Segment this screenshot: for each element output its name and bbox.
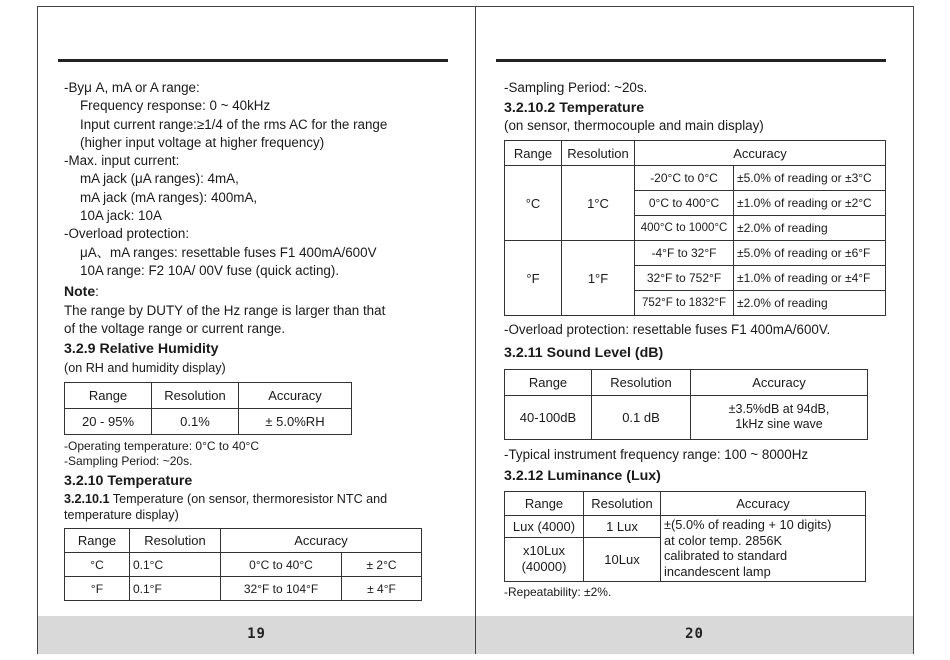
temp-sub-text: Temperature (on sensor, thermoresistor NTC and — [109, 492, 388, 507]
temp-sub-number: 3.2.10.1 — [64, 492, 110, 507]
lux-accuracy-line: incandescent lamp — [664, 563, 771, 579]
note-label: Note — [64, 283, 96, 300]
temp-range: 32°F to 752°F — [635, 266, 734, 291]
lux-range: Lux (4000) — [505, 515, 584, 537]
temp-range: -4°F to 32°F — [635, 241, 734, 266]
temp-unit: °F — [65, 577, 130, 601]
lux-accuracy — [661, 515, 866, 581]
lux-range-line: (40000) — [521, 559, 567, 575]
lux-accuracy-line: calibrated to standard — [664, 548, 788, 564]
temp-accuracy: ±1.0% of reading or ±2°C — [734, 191, 886, 216]
temp-accuracy: ±5.0% of reading or ±6°F — [734, 241, 886, 266]
temp-accuracy: ± 4°F — [342, 577, 422, 601]
lux-resolution: 1 Lux — [584, 515, 661, 537]
rh-table — [64, 382, 352, 435]
lux-table — [504, 491, 866, 582]
temp-resolution: 0.1°F — [130, 577, 221, 601]
sound-range: 40-100dB — [505, 395, 592, 439]
sound-accuracy — [691, 395, 868, 439]
header-accuracy: Accuracy — [221, 529, 422, 553]
note-line: The range by DUTY of the Hz range is larger than that — [64, 302, 386, 318]
temp2-heading: 3.2.10.2 Temperature — [504, 100, 645, 117]
header-range: Range — [505, 369, 592, 395]
temp-heading: 3.2.10 Temperature — [64, 473, 193, 490]
temp-sub — [64, 491, 465, 507]
page-footer — [476, 616, 913, 654]
temp-accuracy: ± 2°C — [342, 553, 422, 577]
temp-accuracy: ±5.0% of reading or ±3°C — [734, 166, 886, 191]
sound-heading: 3.2.11 Sound Level (dB) — [504, 344, 664, 361]
text-line: Frequency response: 0 ~ 40kHz — [80, 98, 271, 114]
page-19 — [38, 6, 475, 654]
rh-subtitle: (on RH and humidity display) — [64, 361, 226, 376]
page-20 — [476, 6, 913, 654]
temp-sub-line2: temperature display) — [64, 508, 179, 523]
repeatability-note: -Repeatability: ±2%. — [504, 584, 612, 599]
temp2-subtitle: (on sensor, thermocouple and main display) — [504, 118, 764, 134]
lux-resolution: 10Lux — [584, 537, 661, 581]
left-content — [64, 79, 465, 601]
text-line: mA jack (μA ranges): 4mA, — [80, 171, 239, 187]
note-line: of the voltage range or current range. — [64, 320, 286, 336]
sound-table — [504, 369, 868, 440]
rh-range: 20 - 95% — [65, 409, 152, 435]
text-line: -Max. input current: — [64, 153, 180, 169]
note-colon: : — [95, 284, 99, 300]
header-range: Range — [505, 141, 562, 166]
text-line: -Overload protection: — [64, 226, 190, 242]
temp-accuracy: ±1.0% of reading or ±4°F — [734, 266, 886, 291]
sound-resolution: 0.1 dB — [592, 395, 691, 439]
temp-resolution: 0.1°C — [130, 553, 221, 577]
celsius-resolution: 1°C — [562, 166, 635, 241]
overload-note: -Overload protection: resettable fuses F1 400mA/600V. — [504, 322, 831, 338]
temp-range: 752°F to 1832°F — [635, 291, 734, 316]
fahrenheit-unit: °F — [505, 241, 562, 316]
text-line: mA jack (mA ranges): 400mA, — [80, 189, 258, 205]
temp-accuracy: ±2.0% of reading — [734, 216, 886, 241]
rh-heading: 3.2.9 Relative Humidity — [64, 341, 219, 358]
header-resolution: Resolution — [592, 369, 691, 395]
temp-range: 400°C to 1000°C — [635, 216, 734, 241]
page-footer — [38, 616, 475, 654]
lux-accuracy-line: at color temp. 2856K — [664, 532, 783, 548]
header-accuracy: Accuracy — [239, 383, 352, 409]
text-line: μA、mA ranges: resettable fuses F1 400mA/600V — [80, 244, 377, 260]
temp-accuracy: ±2.0% of reading — [734, 291, 886, 316]
header-rule — [58, 59, 448, 62]
temp-range: 0°C to 400°C — [635, 191, 734, 216]
sound-accuracy-line: 1kHz sine wave — [735, 417, 823, 432]
rh-note: -Operating temperature: 0°C to 40°C — [64, 439, 260, 454]
header-range: Range — [65, 529, 130, 553]
header-resolution: Resolution — [152, 383, 239, 409]
header-range: Range — [65, 383, 152, 409]
text-line: -Byμ A, mA or A range: — [64, 80, 200, 95]
fahrenheit-resolution: 1°F — [562, 241, 635, 316]
page-number: 19 — [247, 626, 266, 642]
temp-unit: °C — [65, 553, 130, 577]
temp-range: 0°C to 40°C — [221, 553, 342, 577]
note-heading — [64, 282, 465, 301]
text-line: (higher input voltage at higher frequency) — [80, 134, 325, 150]
thermocouple-table — [504, 140, 886, 316]
text-line: 10A range: F2 10A/ 00V fuse (quick acting). — [80, 262, 340, 278]
rh-resolution: 0.1% — [152, 409, 239, 435]
rh-accuracy: ± 5.0%RH — [239, 409, 352, 435]
header-accuracy: Accuracy — [691, 369, 868, 395]
celsius-unit: °C — [505, 166, 562, 241]
header-rule — [496, 59, 886, 62]
sound-accuracy-line: ±3.5%dB at 94dB, — [728, 402, 830, 417]
lux-accuracy-line: ±(5.0% of reading + 10 digits) — [664, 517, 832, 533]
lux-range-line: x10Lux — [523, 543, 565, 559]
rh-note: -Sampling Period: ~20s. — [64, 454, 193, 469]
header-resolution: Resolution — [130, 529, 221, 553]
temp-ntc-table — [64, 528, 422, 601]
header-accuracy: Accuracy — [661, 491, 866, 515]
lux-heading: 3.2.12 Luminance (Lux) — [504, 467, 661, 484]
temp-range: 32°F to 104°F — [221, 577, 342, 601]
text-line: Input current range:≥1/4 of the rms AC for the range — [80, 116, 388, 132]
lux-range — [505, 537, 584, 581]
temp-range: -20°C to 0°C — [635, 166, 734, 191]
header-resolution: Resolution — [562, 141, 635, 166]
text-line: 10A jack: 10A — [80, 208, 162, 224]
header-accuracy: Accuracy — [635, 141, 886, 166]
header-resolution: Resolution — [584, 491, 661, 515]
header-range: Range — [505, 491, 584, 515]
freq-note: -Typical instrument frequency range: 100 ~ 8000Hz — [504, 446, 809, 462]
sampling-note: -Sampling Period: ~20s. — [504, 80, 648, 95]
page-number: 20 — [685, 626, 704, 642]
right-content — [504, 79, 903, 600]
